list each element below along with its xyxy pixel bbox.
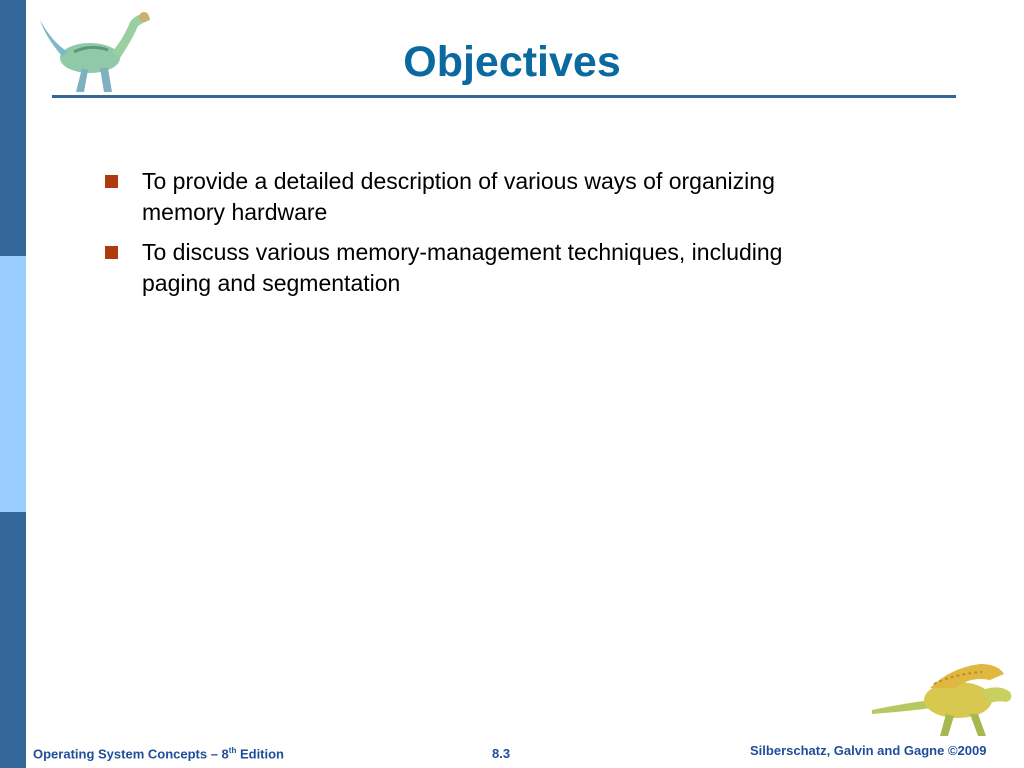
bullet-text: To provide a detailed description of various ways of organizing memory hardware: [142, 168, 775, 225]
title-underline: [52, 95, 956, 98]
bullet-item: [104, 237, 804, 299]
footer-copyright: Silberschatz, Galvin and Gagne ©2009: [750, 743, 987, 758]
footer-slide-number: 8.3: [492, 746, 511, 761]
footer-book-title-prefix: Operating System Concepts – 8: [33, 746, 229, 762]
footer-edition-suffix: Edition: [236, 746, 285, 762]
slide-title: Objectives: [403, 38, 621, 86]
footer-book-title: [33, 746, 284, 761]
bullet-list: [104, 166, 804, 308]
dinosaur-logo-icon: [870, 660, 1020, 740]
bullet-item: [104, 166, 804, 228]
footer-edition-superscript: th: [228, 746, 237, 755]
left-sidebar: [0, 0, 26, 768]
bullet-text: To discuss various memory-management techniques, including paging and segmentation: [142, 239, 783, 296]
sidebar-segment-bottom: [0, 512, 26, 768]
square-bullet-icon: [105, 175, 118, 188]
sidebar-segment-middle: [0, 256, 26, 512]
square-bullet-icon: [105, 246, 118, 259]
